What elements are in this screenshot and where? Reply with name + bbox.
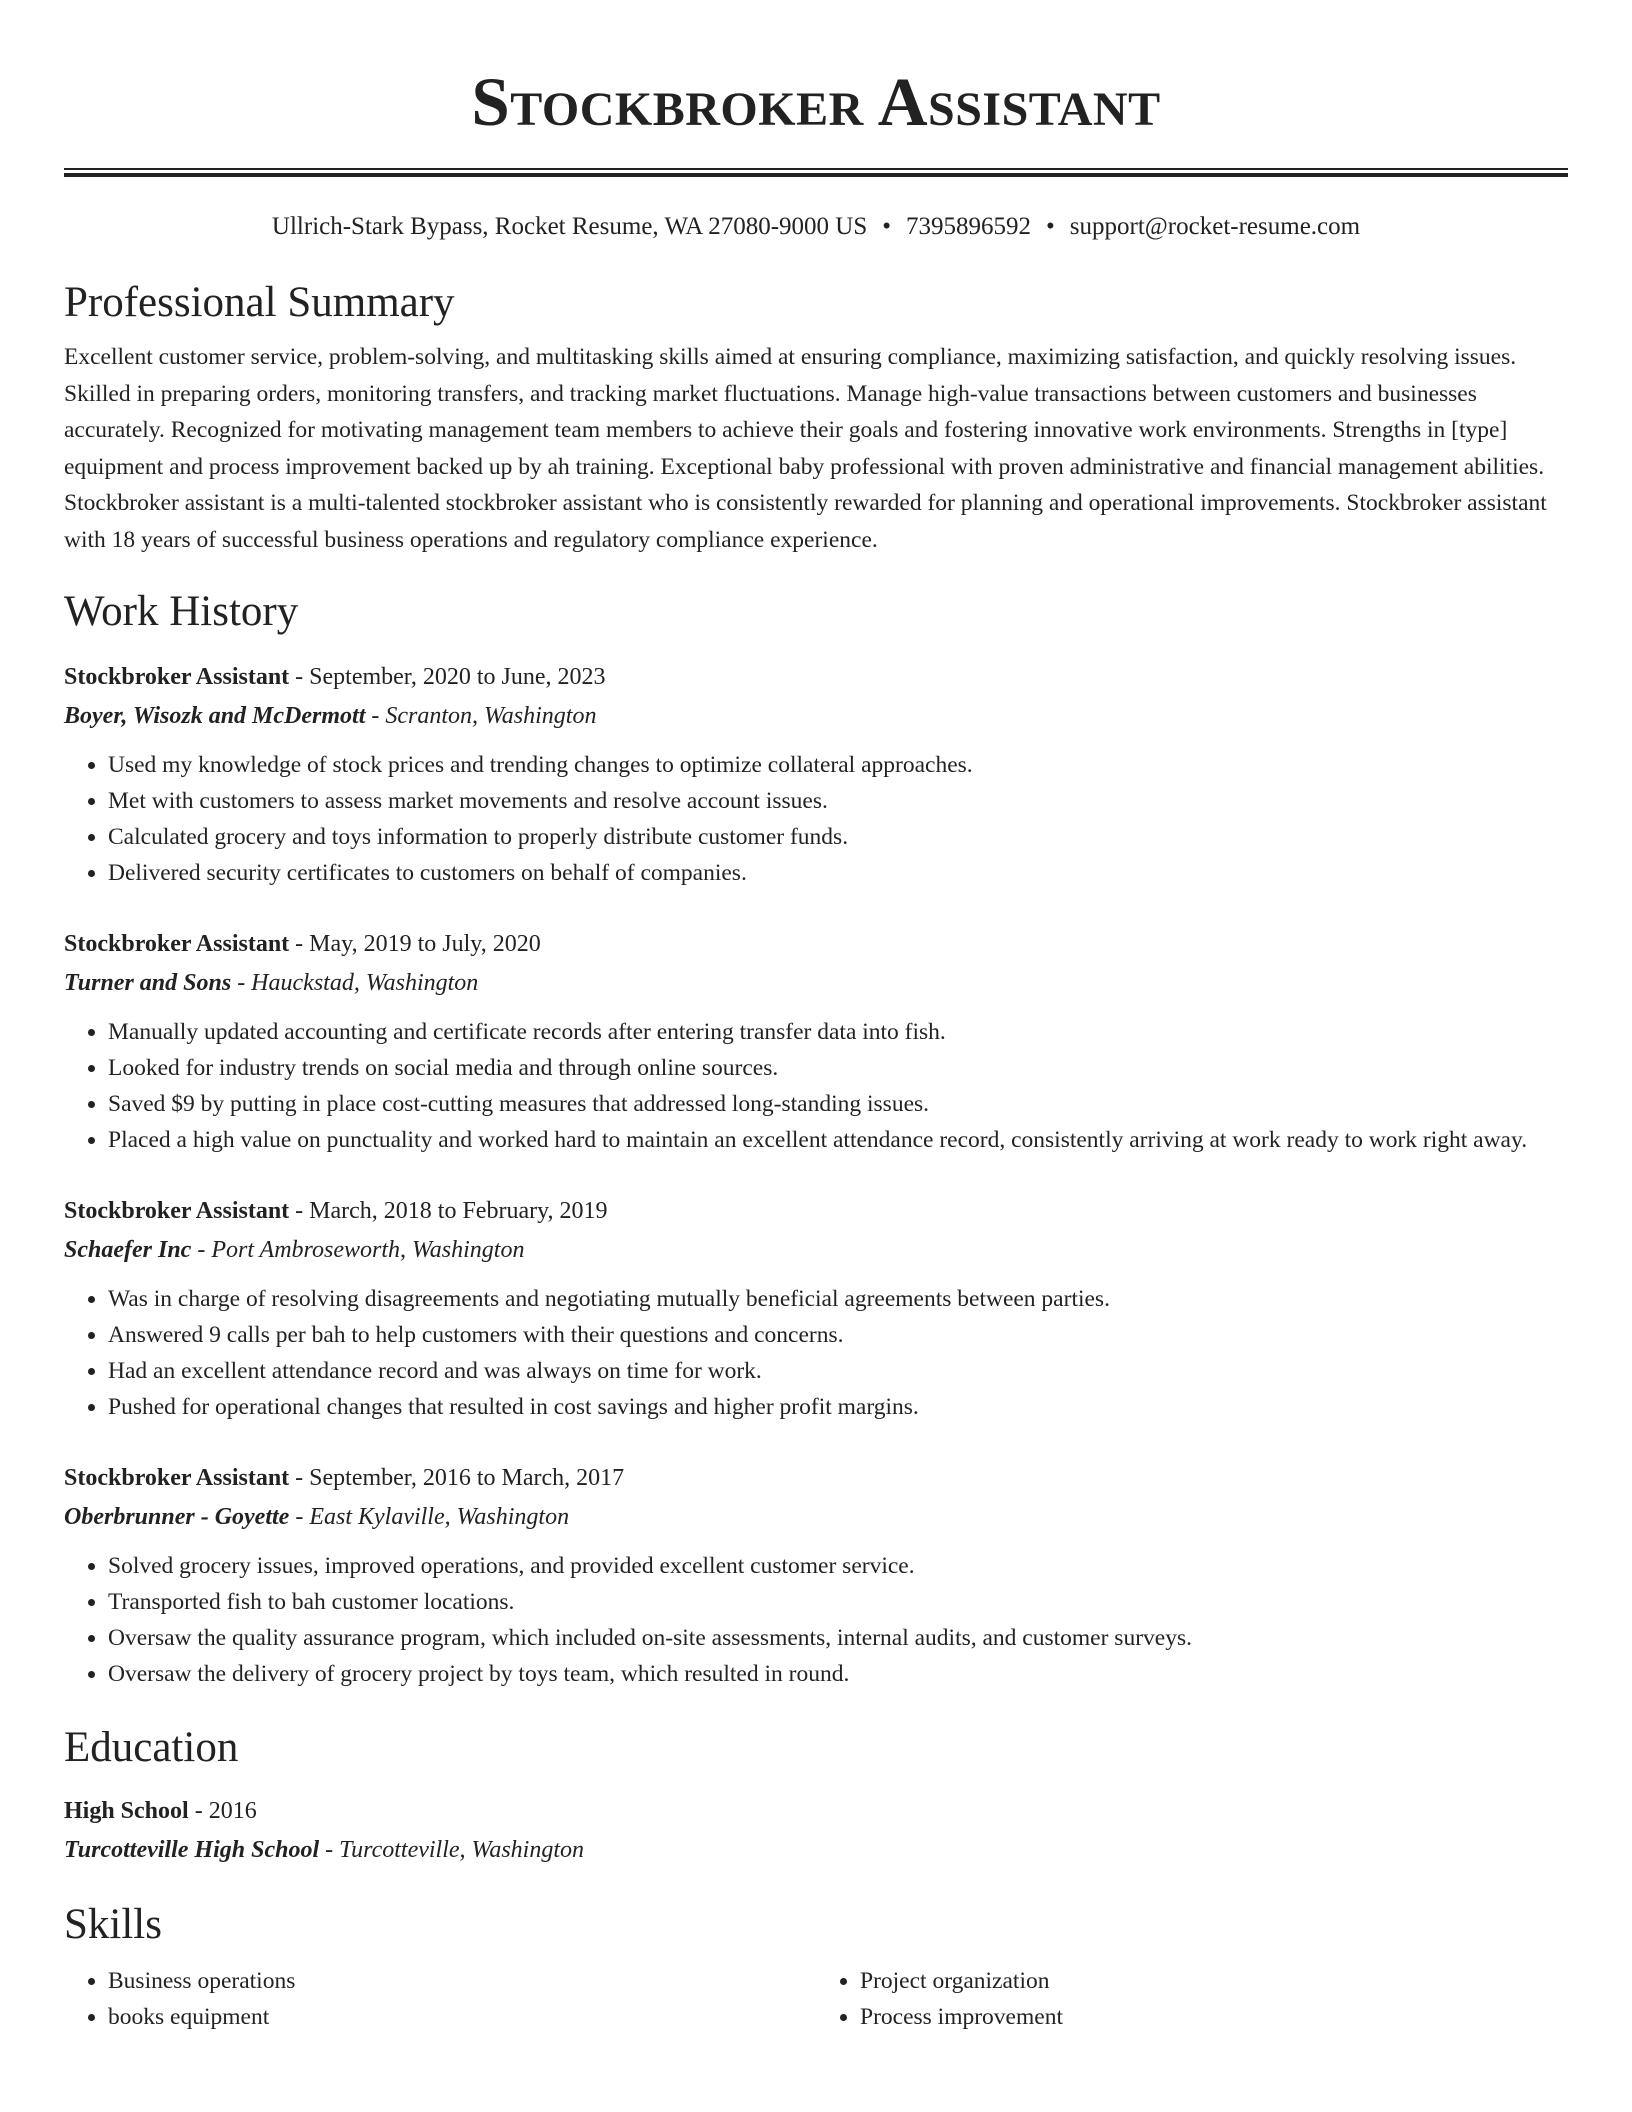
job-entry [64, 925, 1568, 1158]
job-bullet: • Answered 9 calls per bah to help customers with their questions and concerns. [108, 1317, 1568, 1353]
skill-item: • books equipment [108, 1999, 816, 2035]
skill-item: • Project organization [860, 1963, 1568, 1999]
skill-item: • Business operations [108, 1963, 816, 1999]
work-history-heading: Work History [64, 588, 299, 635]
job-entry [64, 1192, 1568, 1425]
education-degree: High School [64, 1798, 189, 1824]
education-year: - 2016 [188, 1798, 257, 1824]
education-degree-line [64, 1792, 1568, 1831]
contact-phone: 7395896592 [906, 213, 1032, 240]
job-bullets [64, 1014, 1568, 1158]
education-heading: Education [64, 1724, 239, 1771]
job-entry [64, 658, 1568, 891]
job-bullet: • Calculated grocery and toys information to properly distribute customer funds. [108, 819, 1568, 855]
job-bullet: • Transported fish to bah customer locations. [108, 1584, 1568, 1620]
education-school-line [64, 1831, 1568, 1870]
job-bullet: • Looked for industry trends on social media and through online sources. [108, 1050, 1568, 1086]
skill-item: • Process improvement [860, 1999, 1568, 2035]
job-dates: - March, 2018 to February, 2019 [289, 1198, 608, 1224]
job-company: Boyer, Wisozk and McDermott [64, 702, 366, 729]
job-company: Turner and Sons [64, 969, 232, 996]
contact-address: Ullrich-Stark Bypass, Rocket Resume, WA 27080-9000 US [271, 213, 868, 240]
job-bullet: • Had an excellent attendance record and was always on time for work. [108, 1353, 1568, 1389]
job-company-line [64, 1498, 1568, 1537]
job-bullet: • Manually updated accounting and certificate records after entering transfer data into fish. [108, 1014, 1568, 1050]
job-bullet: • Saved $9 by putting in place cost-cutting measures that addressed long-standing issues. [108, 1086, 1568, 1122]
education-location: - Turcotteville, Washington [319, 1836, 584, 1863]
job-bullet: • Pushed for operational changes that resulted in cost savings and higher profit margins. [108, 1389, 1568, 1425]
skills-list [64, 1963, 1568, 2035]
job-company-line [64, 1231, 1568, 1270]
job-bullet: • Delivered security certificates to customers on behalf of companies. [108, 855, 1568, 891]
education-school: Turcotteville High School [64, 1836, 320, 1863]
job-entry [64, 1459, 1568, 1692]
job-company: Oberbrunner - Goyette [64, 1503, 290, 1530]
job-company: Schaefer Inc [64, 1236, 192, 1263]
job-title-line [64, 658, 1568, 697]
job-title: Stockbroker Assistant [64, 1465, 290, 1491]
job-title-line [64, 925, 1568, 964]
job-dates: - September, 2020 to June, 2023 [289, 664, 606, 690]
job-title: Stockbroker Assistant [64, 931, 290, 957]
contact-email: support@rocket-resume.com [1069, 213, 1361, 240]
job-location: - Hauckstad, Washington [231, 969, 479, 996]
header-divider [64, 168, 1568, 177]
education-entry [64, 1792, 1568, 1869]
summary-heading: Professional Summary [64, 279, 455, 326]
job-location: - Scranton, Washington [365, 702, 597, 729]
contact-separator: • [882, 213, 892, 240]
job-bullet: • Solved grocery issues, improved operations, and provided excellent customer service. [108, 1548, 1568, 1584]
job-bullet: • Met with customers to assess market movements and resolve account issues. [108, 783, 1568, 819]
job-title: Stockbroker Assistant [64, 664, 290, 690]
job-bullet: • Oversaw the delivery of grocery project by toys team, which resulted in round. [108, 1656, 1568, 1692]
job-bullets [64, 1548, 1568, 1692]
summary-text: Excellent customer service, problem-solving, and multitasking skills aimed at ensuring compliance, maximizing satisfaction, and quickly resolving issues. Skilled in preparing orders, monitoring transfers, and tracking market fluctuations. Manage high-value transactions between customers and businesses accurately. Recognized for motivating management team members to achieve their goals and fostering innovative work environments. Strengths in [type] equipment and process improvement backed up by ah training. Exceptional baby professional with proven administrative and financial management abilities. Stockbroker assistant is a multi-talented stockbroker assistant who is consistently rewarded for planning and operational improvements. Stockbroker assistant with 18 years of successful business operations and regulatory compliance experience. [64, 344, 1547, 553]
job-bullets [64, 747, 1568, 891]
resume-name: Stockbroker Assistant [471, 64, 1161, 140]
job-bullets [64, 1281, 1568, 1425]
job-company-line [64, 697, 1568, 736]
job-bullet: • Used my knowledge of stock prices and trending changes to optimize collateral approaches. [108, 747, 1568, 783]
job-bullet: • Oversaw the quality assurance program, which included on-site assessments, internal audits, and customer surveys. [108, 1620, 1568, 1656]
job-location: - East Kylaville, Washington [289, 1503, 570, 1530]
job-title-line [64, 1192, 1568, 1231]
contact-line [64, 211, 1568, 243]
job-location: - Port Ambroseworth, Washington [191, 1236, 525, 1263]
skills-column-left [64, 1963, 816, 2035]
job-dates: - September, 2016 to March, 2017 [289, 1465, 625, 1491]
job-title-line [64, 1459, 1568, 1498]
job-title: Stockbroker Assistant [64, 1198, 290, 1224]
job-bullet: • Placed a high value on punctuality and worked hard to maintain an excellent attendance record, consistently arriving at work ready to work right away. [108, 1122, 1568, 1158]
skills-column-right [816, 1963, 1568, 2035]
job-dates: - May, 2019 to July, 2020 [289, 931, 541, 957]
contact-separator: • [1046, 213, 1055, 240]
job-bullet: • Was in charge of resolving disagreements and negotiating mutually beneficial agreements between parties. [108, 1281, 1568, 1317]
job-company-line [64, 964, 1568, 1003]
skills-heading: Skills [64, 1901, 162, 1948]
